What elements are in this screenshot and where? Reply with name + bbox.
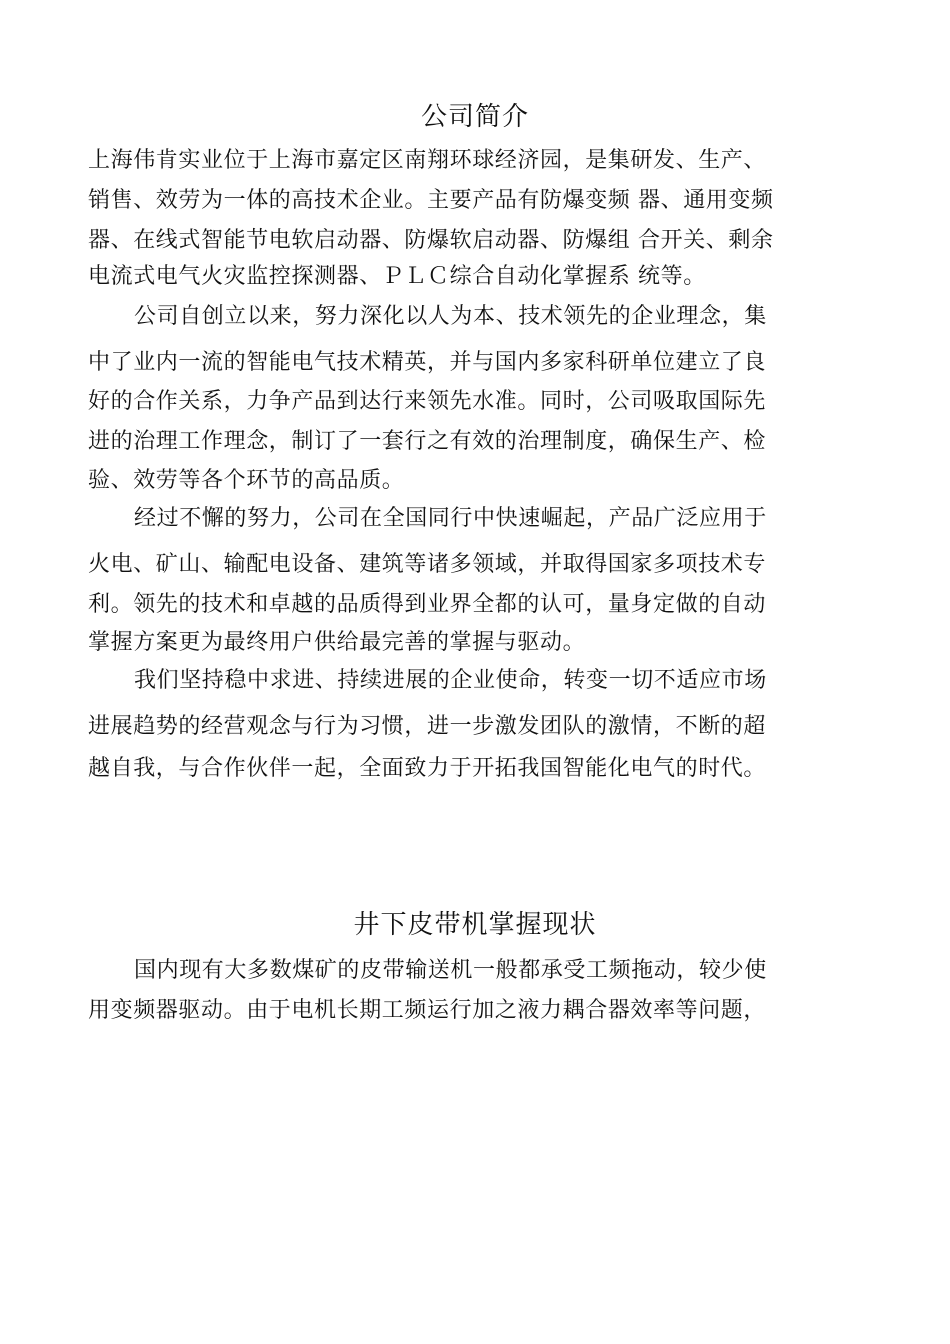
text-line: 进的治理工作理念，制订了一套行之有效的治理制度，确保生产、检	[88, 429, 767, 454]
text-line: 好的合作关系，力争产品到达行来领先水准。同时，公司吸取国际先	[88, 389, 767, 414]
section-title-company-profile: 公司简介	[420, 102, 529, 132]
paragraph-start-line: 公司自创立以来，努力深化以人为本、技术领先的企业理念，集	[134, 304, 767, 329]
text-line: 利。领先的技术和卓越的品质得到业界全都的认可，量身定做的自动	[88, 592, 767, 617]
text-line: 火电、矿山、输配电设备、建筑等诸多领域，并取得国家多项技术专	[88, 552, 767, 577]
text-line: 越自我，与合作伙伴一起，全面致力于开拓我国智能化电气的时代。	[88, 756, 767, 781]
paragraph-start-line: 我们坚持稳中求进、持续进展的企业使命，转变一切不适应市场	[134, 668, 767, 693]
text-line: 中了业内一流的智能电气技术精英，并与国内多家科研单位建立了良	[88, 350, 767, 375]
paragraph-start-line: 经过不懈的努力，公司在全国同行中快速崛起，产品广泛应用于	[134, 506, 767, 531]
text-line: 用变频器驱动。由于电机长期工频运行加之液力耦合器效率等问题，	[88, 998, 767, 1023]
text-line: 掌握方案更为最终用户供给最完善的掌握与驱动。	[88, 630, 586, 655]
text-line: 上海伟肯实业位于上海市嘉定区南翔环球经济园，是集研发、生产、	[88, 148, 767, 173]
section-title-belt-conveyor-status: 井下皮带机掌握现状	[353, 910, 597, 940]
text-line: 销售、效劳为一体的高技术企业。主要产品有防爆变频 器、通用变频	[88, 188, 774, 213]
paragraph-start-line: 国内现有大多数煤矿的皮带输送机一般都承受工频拖动，较少使	[134, 958, 767, 983]
text-line: 器、在线式智能节电软启动器、防爆软启动器、防爆组 合开关、剩余	[88, 228, 774, 253]
text-line: 电流式电气火灾监控探测器、ＰＬＣ综合自动化掌握系 统等。	[88, 264, 706, 289]
text-line: 进展趋势的经营观念与行为习惯，进一步激发团队的激情，不断的超	[88, 714, 767, 739]
text-line: 验、效劳等各个环节的高品质。	[88, 468, 405, 493]
